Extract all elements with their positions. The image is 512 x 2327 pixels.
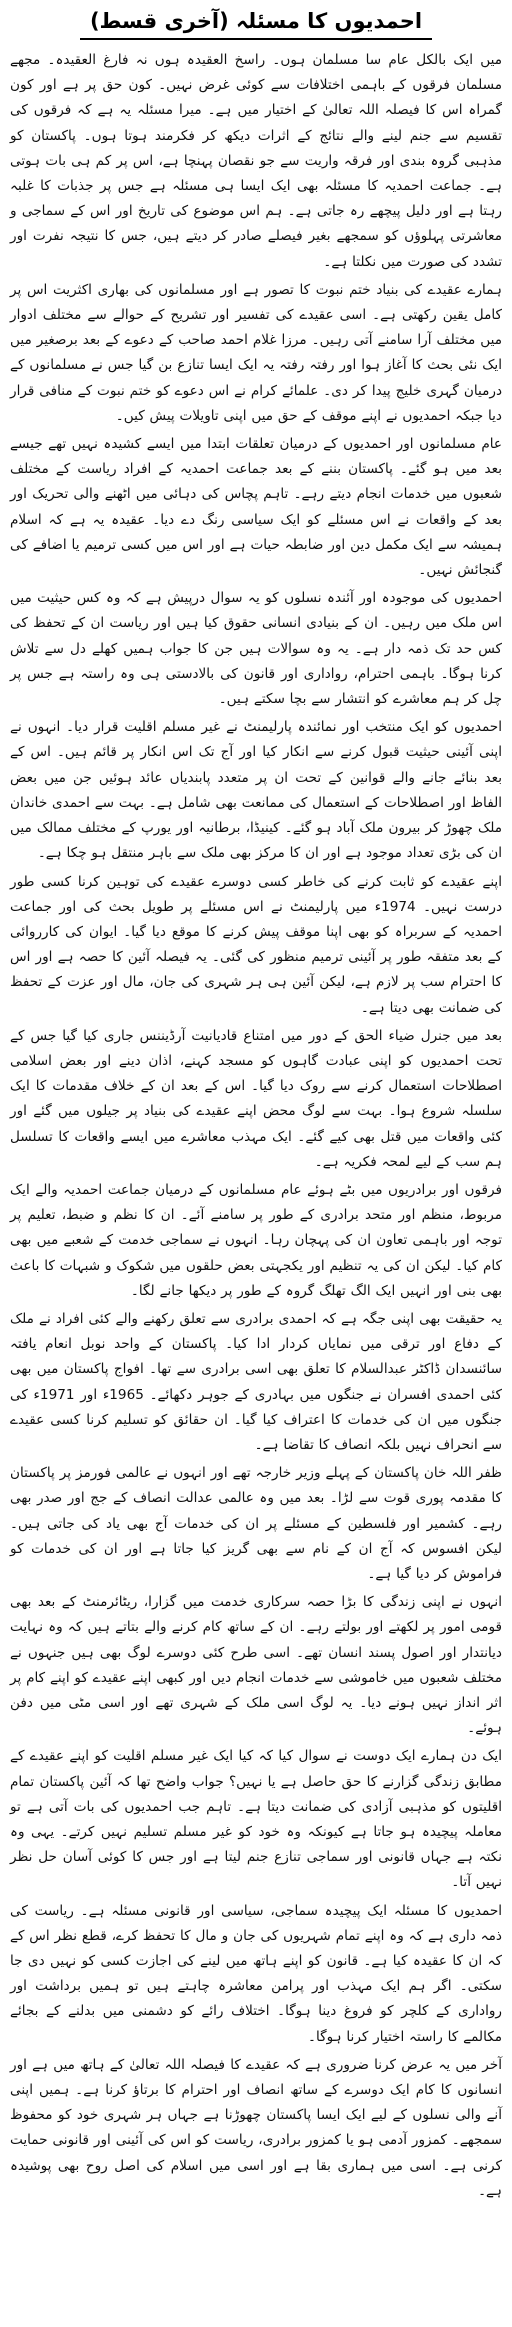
body-paragraph: ظفر اللہ خان پاکستان کے پہلے وزیر خارجہ تھے اور انہوں نے عالمی فورمز پر پاکستان کا مقدمہ پوری قوت سے لڑا۔ بعد میں وہ عالمی عدالت انصاف کے جج اور صدر بھی رہے۔ کشمیر اور فلسطین کے مسئلے پر ان کی خدمات آج بھی یاد کی جاتی ہیں۔ لیکن افسوس کہ آج ان کے نام سے بھی گریز کیا جاتا ہے اور ان کی خدمات کو فراموش کر دیا گیا ہے۔: [10, 1465, 502, 1582]
body-paragraph: احمدیوں کی موجودہ اور آئندہ نسلوں کو یہ سوال درپیش ہے کہ وہ کس حیثیت میں اس ملک میں رہیں۔ ان کے بنیادی انسانی حقوق کیا ہیں اور ریاست ان کے تحفظ کی کس حد تک ذمہ دار ہے۔ یہ وہ سوالات ہیں جن کا جواب ہمیں کھلے دل سے تلاش کرنا ہوگا۔ باہمی احترام، رواداری اور قانون کی بالادستی ہی وہ راستہ ہے جس پر چل کر ہم معاشرے کو انتشار سے بچا سکتے ہیں۔: [10, 590, 502, 708]
body-paragraph: ایک دن ہمارے ایک دوست نے سوال کیا کہ کیا ایک غیر مسلم اقلیت کو اپنے عقیدے کے مطابق زندگی گزارنے کا حق حاصل ہے یا نہیں؟ جواب واضح تھا کہ آئین پاکستان تمام اقلیتوں کو مذہبی آزادی کی ضمانت دیتا ہے۔ تاہم جب احمدیوں کی بات آتی ہے تو معاملہ پیچیدہ ہو جاتا ہے کیونکہ وہ خود کو غیر مسلم تسلیم نہیں کرتے۔ یہی وہ نکتہ ہے جہاں قانونی اور سماجی تنازع جنم لیتا ہے اور جس کا کوئی آسان حل نظر نہیں آتا۔: [10, 1748, 502, 1891]
body-paragraph: ہمارے عقیدے کی بنیاد ختم نبوت کا تصور ہے اور مسلمانوں کی بھاری اکثریت اس پر کامل یقین رکھتی ہے۔ اسی عقیدے کی تفسیر اور تشریح کے حوالے سے مختلف ادوار میں مختلف آرا سامنے آتی رہیں۔ مرزا غلام احمد صاحب کے دعوے کے بعد برصغیر میں ایک نئی بحث کا آغاز ہوا اور رفتہ رفتہ یہ ایک ایسا تنازع بن گیا جس نے مسلمانوں کے درمیان گہری خلیج پیدا کر دی۔ علمائے کرام نے اس دعوے کو ختم نبوت کے منافی قرار دیا جبکہ احمدیوں نے اپنے موقف کے حق میں اپنی تاویلات پیش کیں۔: [10, 281, 502, 424]
body-paragraph: احمدیوں کا مسئلہ ایک پیچیدہ سماجی، سیاسی اور قانونی مسئلہ ہے۔ ریاست کی ذمہ داری ہے کہ وہ اپنے تمام شہریوں کی جان و مال کا تحفظ کرے، قطع نظر اس کے کہ ان کا عقیدہ کیا ہے۔ قانون کو اپنے ہاتھ میں لینے کی اجازت کسی کو نہیں دی جا سکتی۔ اگر ہم ایک مہذب اور پرامن معاشرہ چاہتے ہیں تو ہمیں برداشت اور رواداری کے کلچر کو فروغ دینا ہوگا۔ اختلاف رائے کو دشمنی میں بدلنے کے بجائے مکالمے کا راستہ اختیار کرنا ہوگا۔: [10, 1902, 502, 2045]
article-body: [10, 48, 502, 2204]
body-paragraph: فرقوں اور برادریوں میں بٹے ہوئے عام مسلمانوں کے درمیان جماعت احمدیہ والے ایک مربوط، منظم اور متحد برادری کے طور پر سامنے آئے۔ ان کا نظم و ضبط، تعلیم پر توجہ اور باہمی تعاون ان کی پہچان رہا۔ انہوں نے سماجی خدمت کے شعبے میں بھی کام کیا۔ لیکن ان کی یہ تنظیم اور یکجہتی بعض حلقوں میں شکوک و شبہات کا باعث بھی بنی اور انہیں ایک الگ تھلگ گروہ کے طور پر دیکھا جانے لگا۔: [10, 1181, 502, 1299]
body-paragraph: انہوں نے اپنی زندگی کا بڑا حصہ سرکاری خدمت میں گزارا، ریٹائرمنٹ کے بعد بھی قومی امور پر لکھتے اور بولتے رہے۔ ان کے ساتھ کام کرنے والے بتاتے ہیں کہ وہ نہایت دیانتدار اور اصول پسند انسان تھے۔ اسی طرح کئی دوسرے لوگ بھی ہیں جنہوں نے مختلف شعبوں میں خاموشی سے خدمات انجام دیں اور کبھی اپنے عقیدے کو اپنے کام پر اثر انداز نہیں ہونے دیا۔ یہ لوگ اسی ملک کے شہری تھے اور اسی مٹی میں دفن ہوئے۔: [10, 1594, 502, 1737]
headline-wrap: [10, 6, 502, 40]
body-paragraph: میں ایک بالکل عام سا مسلمان ہوں۔ راسخ العقیدہ ہوں نہ فارغ العقیدہ۔ مجھے مسلمان فرقوں کے باہمی اختلافات سے کوئی غرض نہیں۔ کون حق پر ہے اور کون گمراہ اس کا فیصلہ اللہ تعالیٰ کے اختیار میں ہے۔ میرا مسئلہ یہ ہے کہ فرقوں کی تقسیم سے جنم لینے والے نتائج کے اثرات دیکھ کر فکرمند ہوتا ہوں۔ پاکستان کو مذہبی گروہ بندی اور فرقہ واریت سے جو نقصان پہنچا ہے، اس پر کم ہی بات ہوتی ہے۔ جماعت احمدیہ کا مسئلہ بھی ایک ایسا ہی مسئلہ ہے جس پر جذبات کا غلبہ رہتا ہے اور دلیل پیچھے رہ جاتی ہے۔ ہم اس موضوع کی تاریخ اور اس کے سماجی و معاشرتی پہلوؤں کو سمجھے بغیر فیصلے صادر کر دیتے ہیں، جس کا نتیجہ نفرت اور تشدد کی صورت میں نکلتا ہے۔: [10, 52, 502, 270]
body-paragraph: بعد میں جنرل ضیاء الحق کے دور میں امتناع قادیانیت آرڈیننس جاری کیا گیا جس کے تحت احمدیوں کو اپنی عبادت گاہوں کو مسجد کہنے، اذان دینے اور بعض اسلامی اصطلاحات استعمال کرنے سے روک دیا گیا۔ اس کے بعد ان کے خلاف مقدمات کا ایک سلسلہ شروع ہوا۔ بہت سے لوگ محض اپنے عقیدے کی بنیاد پر جیلوں میں گئے اور کئی واقعات میں قتل بھی کیے گئے۔ ایک مہذب معاشرے میں ایسے واقعات کا تسلسل ہم سب کے لیے لمحہ فکریہ ہے۔: [10, 1027, 502, 1170]
body-paragraph: یہ حقیقت بھی اپنی جگہ ہے کہ احمدی برادری سے تعلق رکھنے والے کئی افراد نے ملک کے دفاع اور ترقی میں نمایاں کردار ادا کیا۔ پاکستان کے واحد نوبل انعام یافتہ سائنسدان ڈاکٹر عبدالسلام کا تعلق بھی اسی برادری سے تھا۔ افواج پاکستان میں بھی کئی احمدی افسران نے جنگوں میں بہادری کے جوہر دکھائے۔ 1965ء اور 1971ء کی جنگوں میں ان کی خدمات کا اعتراف کیا گیا۔ ان حقائق کو تسلیم کرنا کسی عقیدے سے انحراف نہیں بلکہ انصاف کا تقاضا ہے۔: [10, 1310, 503, 1453]
body-paragraph: احمدیوں کو ایک منتخب اور نمائندہ پارلیمنٹ نے غیر مسلم اقلیت قرار دیا۔ انہوں نے اپنی آئینی حیثیت قبول کرنے سے انکار کیا اور آج تک اس انکار پر قائم ہیں۔ اس کے بعد بنائے جانے والے قوانین کے تحت ان پر متعدد پابندیاں عائد ہوئیں جن میں بعض الفاظ اور اصطلاحات کے استعمال کی ممانعت بھی شامل ہے۔ بہت سے احمدی خاندان ملک چھوڑ کر بیرون ملک آباد ہو گئے۔ کینیڈا، برطانیہ اور یورپ کے مختلف ممالک میں ان کی بڑی تعداد موجود ہے اور ان کا مرکز بھی ملک سے باہر منتقل ہو چکا ہے۔: [10, 719, 502, 862]
article-headline: احمدیوں کا مسئلہ (آخری قسط): [80, 6, 432, 40]
body-paragraph: آخر میں یہ عرض کرنا ضروری ہے کہ عقیدے کا فیصلہ اللہ تعالیٰ کے ہاتھ میں ہے اور انسانوں کا کام ایک دوسرے کے ساتھ انصاف اور احترام کا برتاؤ کرنا ہے۔ ہمیں اپنی آنے والی نسلوں کے لیے ایک ایسا پاکستان چھوڑنا ہے جہاں ہر شہری خود کو محفوظ سمجھے۔ کمزور آدمی ہو یا کمزور برادری، ریاست کو اس کی آئینی اور قانونی حمایت کرنی ہے۔ اسی میں ہماری بقا ہے اور اسی میں اسلام کی اصل روح بھی پوشیدہ ہے۔: [10, 2056, 502, 2199]
body-paragraph: عام مسلمانوں اور احمدیوں کے درمیان تعلقات ابتدا میں ایسے کشیدہ نہیں تھے جیسے بعد میں ہو گئے۔ پاکستان بننے کے بعد جماعت احمدیہ کے افراد ریاست کے مختلف شعبوں میں خدمات انجام دیتے رہے۔ تاہم پچاس کی دہائی میں اٹھنے والی تحریک اور بعد کے واقعات نے اس مسئلے کو ایک سیاسی رنگ دے دیا۔ عقیدہ یہ ہے کہ اسلام ہمیشہ سے ایک مکمل دین اور ضابطہ حیات ہے اور اس میں کسی ترمیم یا اضافے کی گنجائش نہیں۔: [10, 436, 502, 579]
body-paragraph: اپنے عقیدے کو ثابت کرنے کی خاطر کسی دوسرے عقیدے کی توہین کرنا کسی طور درست نہیں۔ 1974ء میں پارلیمنٹ نے اس مسئلے پر طویل بحث کی اور جماعت احمدیہ کے سربراہ کو بھی اپنا موقف پیش کرنے کا موقع دیا گیا۔ ایوان کی کارروائی کے بعد متفقہ طور پر آئینی ترمیم منظور کی گئی۔ یہ فیصلہ آئین کا حصہ ہے اور اس کا احترام سب پر لازم ہے، لیکن آئین ہی ہر شہری کی جان، مال اور عزت کے تحفظ کی ضمانت بھی دیتا ہے۔: [10, 873, 502, 1016]
